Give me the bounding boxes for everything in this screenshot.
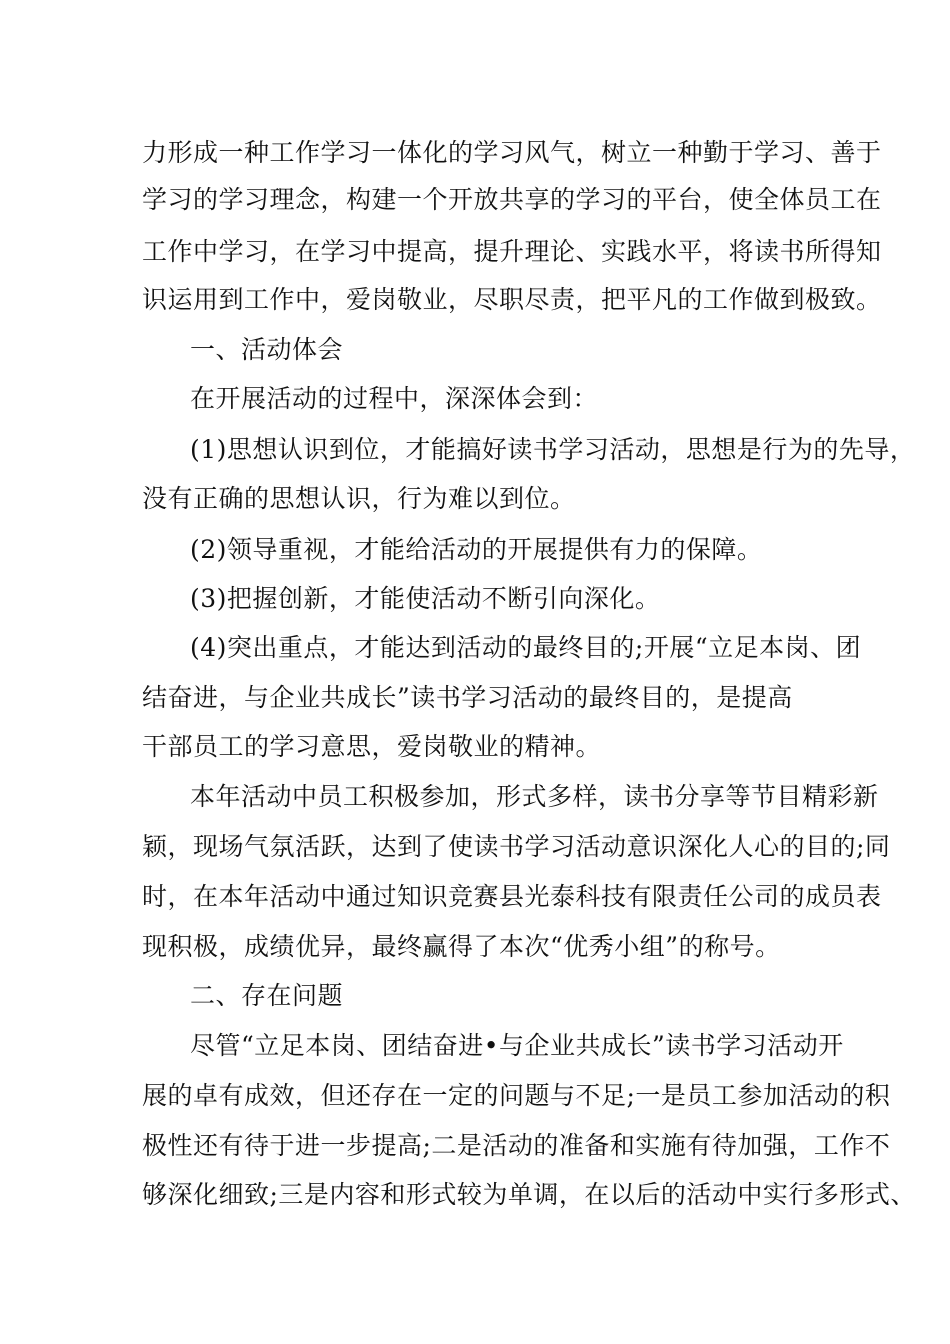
- paragraph-line: 在开展活动的过程中，深深体会到：: [190, 384, 599, 413]
- list-item-4: (4)突出重点，才能达到活动的最终目的;开展“立足本岗、团: [190, 633, 862, 662]
- list-item-3: (3)把握创新，才能使活动不断引向深化。: [190, 584, 661, 613]
- paragraph-line: 现积极，成绩优异，最终赢得了本次“优秀小组”的称号。: [142, 932, 781, 961]
- section-heading: 一、活动体会: [190, 335, 344, 364]
- paragraph-line: 颖，现场气氛活跃，达到了使读书学习活动意识深化人心的目的;同: [142, 832, 891, 861]
- paragraph-line: 展的卓有成效，但还存在一定的问题与不足;一是员工参加活动的积: [142, 1081, 891, 1110]
- paragraph-line: 本年活动中员工积极参加，形式多样，读书分享等节目精彩新: [190, 782, 879, 811]
- list-item-2: (2)领导重视，才能给活动的开展提供有力的保障。: [190, 535, 763, 564]
- list-item-1: (1)思想认识到位，才能搞好读书学习活动，思想是行为的先导，: [190, 435, 916, 464]
- paragraph-line: 力形成一种工作学习一体化的学习风气，树立一种勤于学习、善于: [142, 138, 882, 167]
- paragraph-line: 尽管“立足本岗、团结奋进•与企业共成长”读书学习活动开: [190, 1031, 844, 1060]
- paragraph-line: 学习的学习理念，构建一个开放共享的学习的平台，使全体员工在: [142, 185, 882, 214]
- paragraph-line: 干部员工的学习意思，爱岗敬业的精神。: [142, 732, 602, 761]
- paragraph-line: 结奋进，与企业共成长”读书学习活动的最终目的，是提高: [142, 683, 793, 712]
- section-heading: 二、存在问题: [190, 981, 344, 1010]
- paragraph-line: 够深化细致;三是内容和形式较为单调，在以后的活动中实行多形式、: [142, 1180, 916, 1209]
- paragraph-line: 识运用到工作中，爱岗敬业，尽职尽责，把平凡的工作做到极致。: [142, 285, 882, 314]
- paragraph-line: 时，在本年活动中通过知识竞赛县光泰科技有限责任公司的成员表: [142, 882, 882, 911]
- paragraph-line: 工作中学习，在学习中提高，提升理论、实践水平，将读书所得知: [142, 237, 882, 266]
- paragraph-line: 没有正确的思想认识，行为难以到位。: [142, 484, 576, 513]
- paragraph-line: 极性还有待于进一步提高;二是活动的准备和实施有待加强，工作不: [142, 1131, 891, 1160]
